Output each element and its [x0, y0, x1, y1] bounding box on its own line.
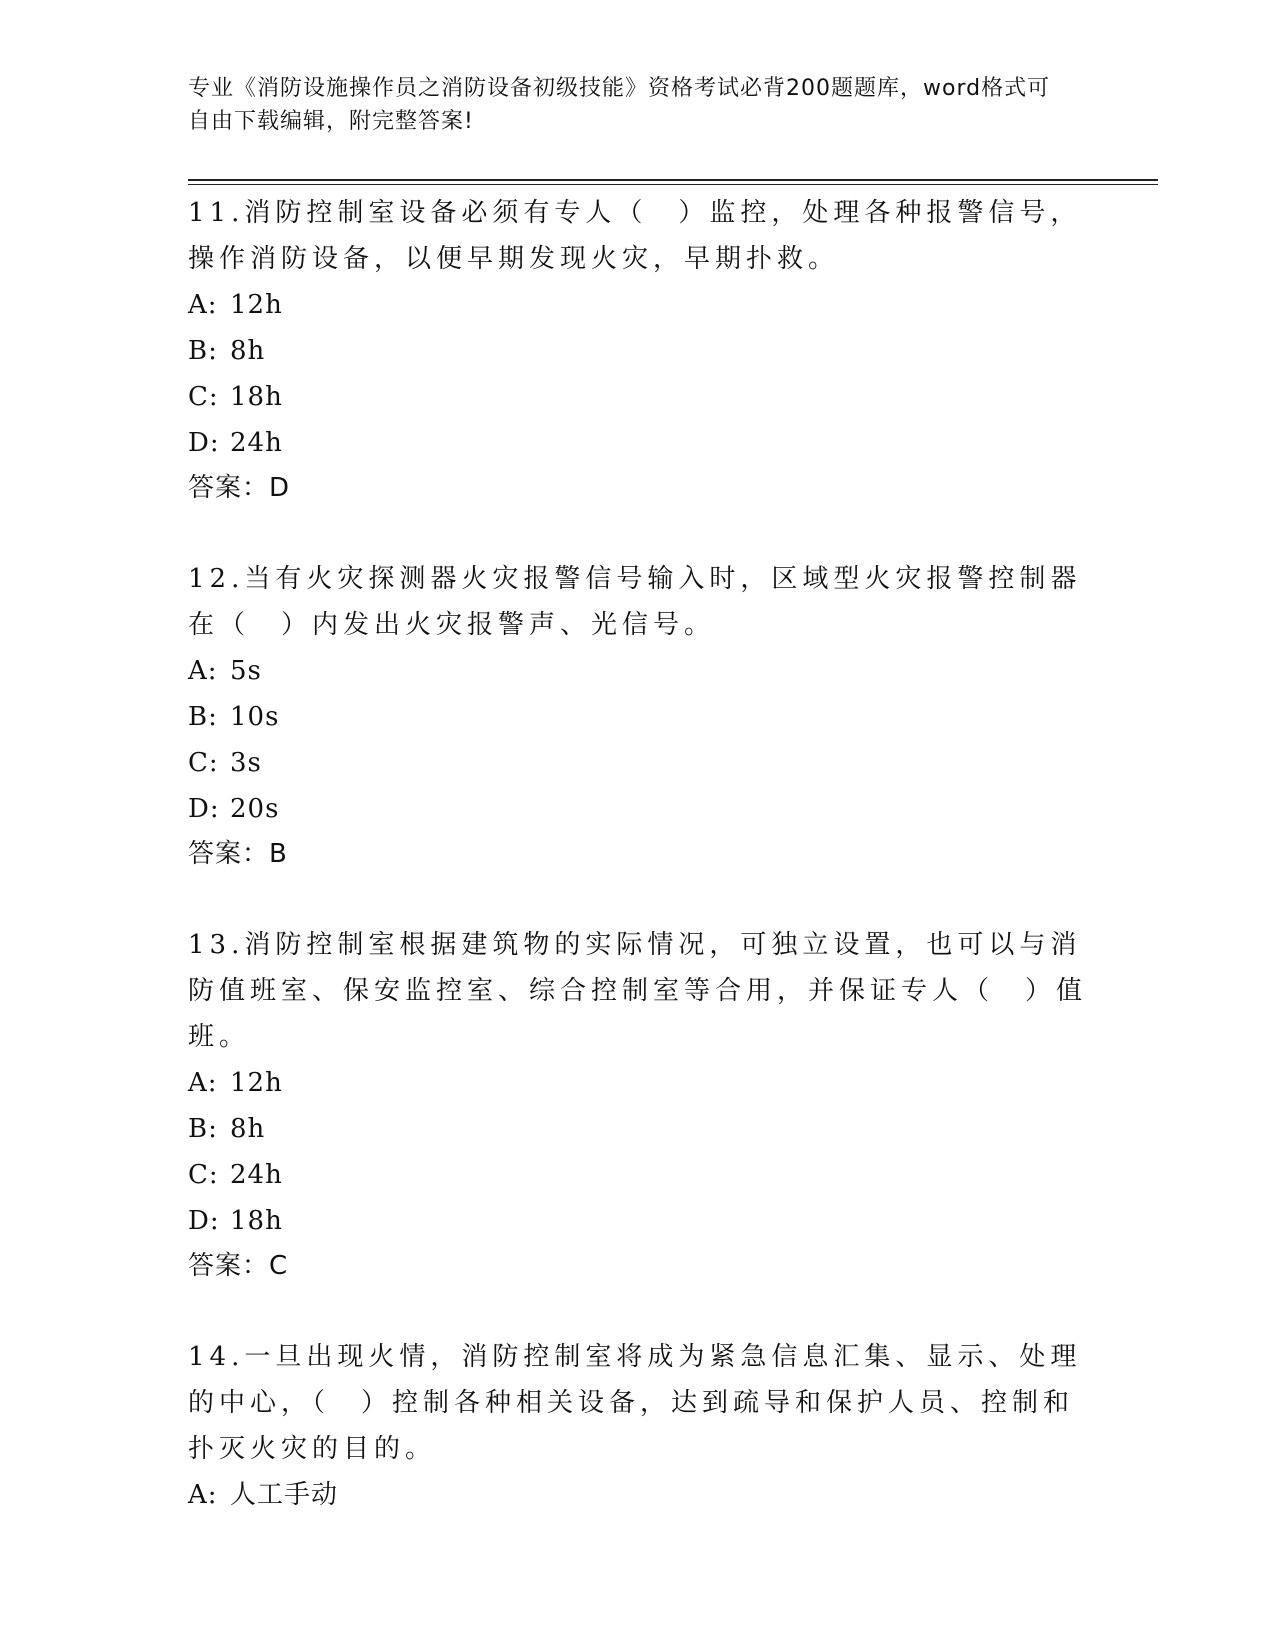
option-text: 8h: [230, 1114, 266, 1144]
answer-line: 答案：B: [188, 839, 288, 869]
question-12: [188, 556, 1088, 876]
option-letter: C:: [188, 382, 219, 412]
option-text: 20s: [230, 794, 280, 824]
option-d: [188, 786, 1088, 832]
option-letter: C:: [188, 748, 219, 778]
option-text: 8h: [230, 336, 266, 366]
option-letter: B:: [188, 702, 218, 732]
option-text: 24h: [230, 428, 283, 458]
option-text: 12h: [230, 1068, 283, 1098]
option-letter: B:: [188, 1114, 218, 1144]
option-b: [188, 328, 1088, 374]
question-stem: 12.当有火灾探测器火灾报警信号输入时，区域型火灾报警控制器在（ ）内发出火灾报警声、光信号。: [188, 564, 1082, 640]
option-a: [188, 1060, 1088, 1106]
option-text: 3s: [230, 748, 262, 778]
option-letter: C:: [188, 1160, 219, 1190]
option-text: 人工手动: [230, 1480, 339, 1510]
option-letter: A:: [188, 656, 218, 686]
option-text: 18h: [230, 382, 283, 412]
question-11: [188, 190, 1088, 510]
option-d: [188, 420, 1088, 466]
header-divider-thick: [188, 179, 1158, 181]
question-stem: 14.一旦出现火情，消防控制室将成为紧急信息汇集、显示、处理的中心，（ ）控制各种相关设备，达到疏导和保护人员、控制和扑灭火灾的目的。: [188, 1342, 1082, 1464]
option-d: [188, 1198, 1088, 1244]
option-a: [188, 648, 1088, 694]
question-stem: 13.消防控制室根据建筑物的实际情况，可独立设置，也可以与消防值班室、保安监控室、综合控制室等合用，并保证专人（ ）值班。: [188, 930, 1088, 1052]
document-header: 专业《消防设施操作员之消防设备初级技能》资格考试必背200题题库，word格式可自由下载编辑，附完整答案!: [188, 76, 1051, 134]
answer-line: 答案：D: [188, 473, 291, 503]
question-stem: 11.消防控制室设备必须有专人（ ）监控，处理各种报警信号，操作消防设备，以便早期发现火灾，早期扑救。: [188, 198, 1082, 274]
option-letter: D:: [188, 428, 220, 458]
option-letter: B:: [188, 336, 218, 366]
option-text: 10s: [230, 702, 280, 732]
option-b: [188, 1106, 1088, 1152]
header-divider-thin: [188, 184, 1158, 185]
question-list: [188, 190, 1088, 1564]
option-c: [188, 740, 1088, 786]
question-13: [188, 922, 1088, 1288]
answer-line: 答案：C: [188, 1251, 289, 1281]
option-letter: D:: [188, 794, 220, 824]
option-text: 18h: [230, 1206, 283, 1236]
option-a: [188, 1472, 1088, 1518]
option-letter: A:: [188, 1068, 218, 1098]
option-text: 12h: [230, 290, 283, 320]
option-b: [188, 694, 1088, 740]
option-letter: A:: [188, 290, 218, 320]
option-text: 24h: [230, 1160, 283, 1190]
option-a: [188, 282, 1088, 328]
option-c: [188, 374, 1088, 420]
option-c: [188, 1152, 1088, 1198]
question-14: [188, 1334, 1088, 1518]
option-letter: A:: [188, 1480, 218, 1510]
option-letter: D:: [188, 1206, 220, 1236]
option-text: 5s: [230, 656, 262, 686]
